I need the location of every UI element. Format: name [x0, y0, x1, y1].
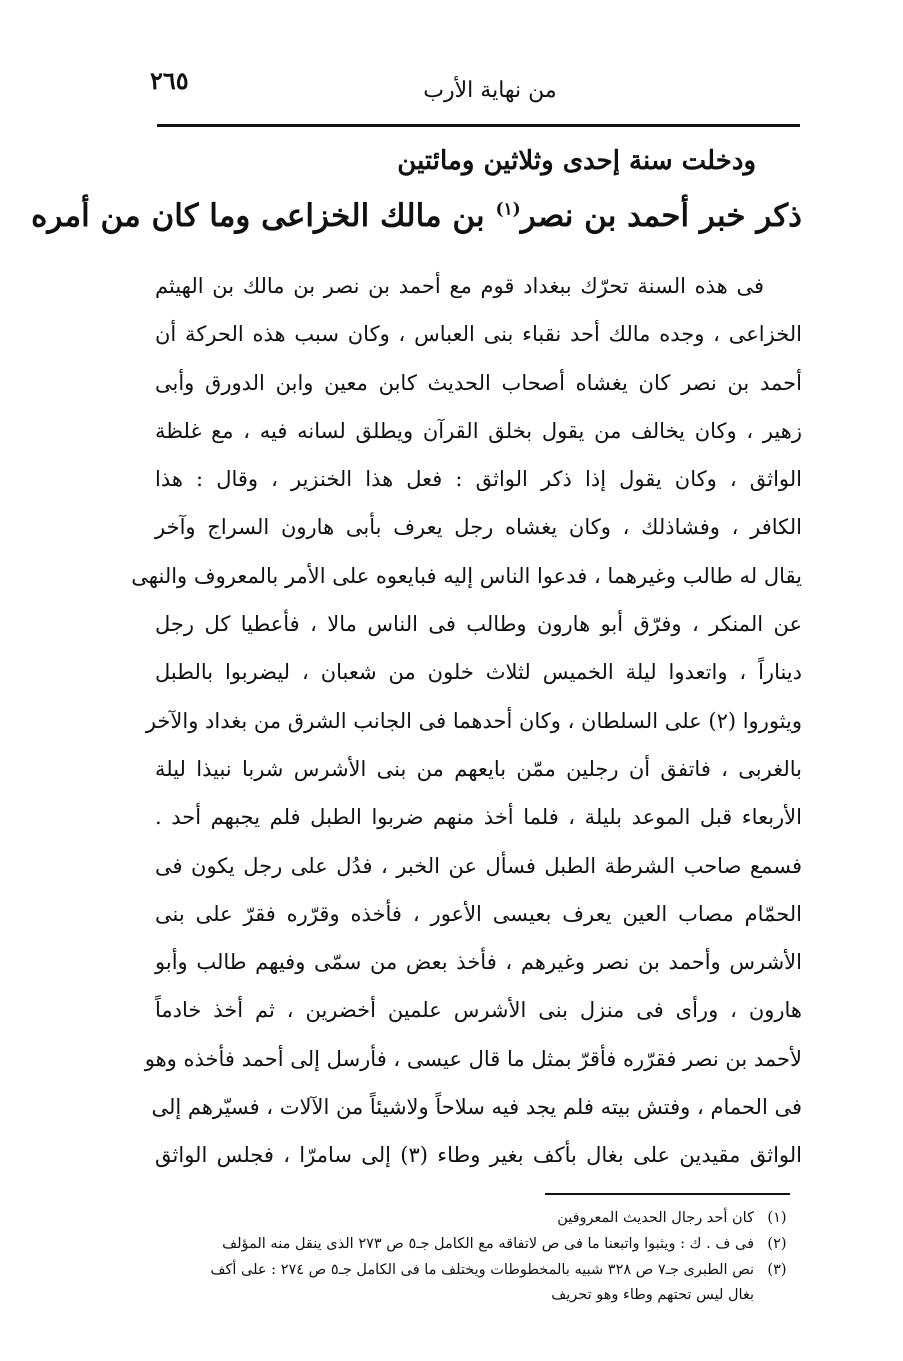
chapter-heading: [31, 198, 802, 234]
footnote-text: نص الطبرى جـ٧ ص ٣٢٨ شبيه بالمخطوطات ويختلف ما فى الكامل جـ٥ ص ٢٧٤ : على أكف: [210, 1262, 754, 1278]
body-line: الواثق ، وكان يقول إذا ذكر الواثق : فعل هذا الخنزير ، وقال : هذا: [155, 467, 802, 492]
footnote-text: فى ف . ك : ويثبوا واتبعنا ما فى ص لاتفاقه مع الكامل جـ٥ ص ٢٧٣ الذى ينقل منه المؤلف: [222, 1236, 754, 1252]
footnote-text: كان أحد رجال الحديث المعروفين: [557, 1210, 754, 1226]
footnote-rule: [545, 1193, 790, 1195]
body-line: فى الحمام ، وفتش بيته فلم يجد فيه سلاحاً ولاشيئاً من الآلات ، فسيّرهم إلى: [151, 1095, 802, 1120]
body-line: عن المنكر ، وفرّق أبو هارون وطالب فى الناس مالا ، فأعطيا كل رجل: [155, 612, 802, 637]
footnote: [153, 1205, 800, 1231]
chapter-heading-part-1: ذكر خبر أحمد بن نصر: [520, 198, 802, 234]
body-line: هارون ، ورأى فى منزل بنى الأشرس علمين أخضرين ، ثم أخذ خادماً: [155, 998, 802, 1023]
body-text: [131, 262, 802, 1180]
footnote-number: (٢): [767, 1236, 787, 1252]
body-line: الأشرس وأحمد بن نصر وغيرهم ، فأخذ بعض من سمّى وفيهم طالب وأبو: [155, 950, 802, 975]
page-number: ٢٦٥: [150, 66, 189, 95]
body-line: أحمد بن نصر كان يغشاه أصحاب الحديث كابن معين وابن الدورق وأبى: [155, 370, 802, 395]
body-line: فسمع صاحب الشرطة الطبل فسأل عن الخبر ، فدُل على رجل يكون فى: [155, 853, 802, 878]
footnotes: [153, 1205, 800, 1307]
body-line: يقال له طالب وغيرهما ، فدعوا الناس إليه فبايعوه على الأمر بالمعروف والنهى: [131, 563, 802, 588]
body-line: زهير ، وكان يخالف من يقول بخلق القرآن ويطلق لسانه فيه ، مع غلظة: [155, 418, 802, 443]
footnote-continuation: بغال ليس تحتهم وطاء وهو تحريف: [551, 1287, 754, 1303]
body-line: الواثق مقيدين على بغال بأكف بغير وطاء (٣) إلى سامرّا ، فجلس الواثق: [155, 1143, 802, 1168]
body-line: ويثوروا (٢) على السلطان ، وكان أحدهما فى الجانب الشرق من بغداد والآخر: [145, 708, 802, 733]
section-heading: ودخلت سنة إحدى وثلاثين ومائتين: [397, 146, 756, 176]
body-line: الأربعاء قبل الموعد بليلة ، فلما أخذ منهم ضربوا الطبل فلم يجبهم أحد .: [155, 805, 802, 830]
chapter-heading-part-2: بن مالك الخزاعى وما كان من أمره: [31, 198, 496, 234]
body-line: الكافر ، وفشاذلك ، وكان يغشاه رجل يعرف بأبى هارون السراج وآخر: [155, 515, 802, 540]
body-line: الحمّام مصاب العين يعرف بعيسى الأعور ، فأخذه وقرّره فقرّ على بنى: [155, 901, 802, 926]
body-line: لأحمد بن نصر فقرّره فأقرّ بمثل ما قال عيسى ، فأرسل إلى أحمد فأخذه وهو: [144, 1046, 802, 1071]
footnote: [153, 1257, 800, 1283]
footnote: [153, 1231, 800, 1257]
footnote-number: (١): [767, 1210, 787, 1226]
body-line: فى هذه السنة تحرّك ببغداد قوم مع أحمد بن نصر بن مالك بن الهيثم: [155, 274, 764, 298]
running-title: من نهاية الأرب: [423, 78, 557, 103]
body-line: الخزاعى ، وجده مالك أحد نقباء بنى العباس ، وكان سبب هذه الحركة أن: [155, 322, 802, 347]
header-rule: [157, 124, 800, 127]
body-line: بالغربى ، فاتفق أن رجلين ممّن بايعهم من بنى الأشرس شربا نبيذا ليلة: [155, 756, 802, 781]
body-line: ديناراً ، واتعدوا ليلة الخميس لثلاث خلون من شعبان ، ليضربوا بالطبل: [155, 660, 802, 685]
footnote-marker-1: (١): [495, 199, 521, 220]
footnote-number: (٣): [767, 1262, 787, 1278]
